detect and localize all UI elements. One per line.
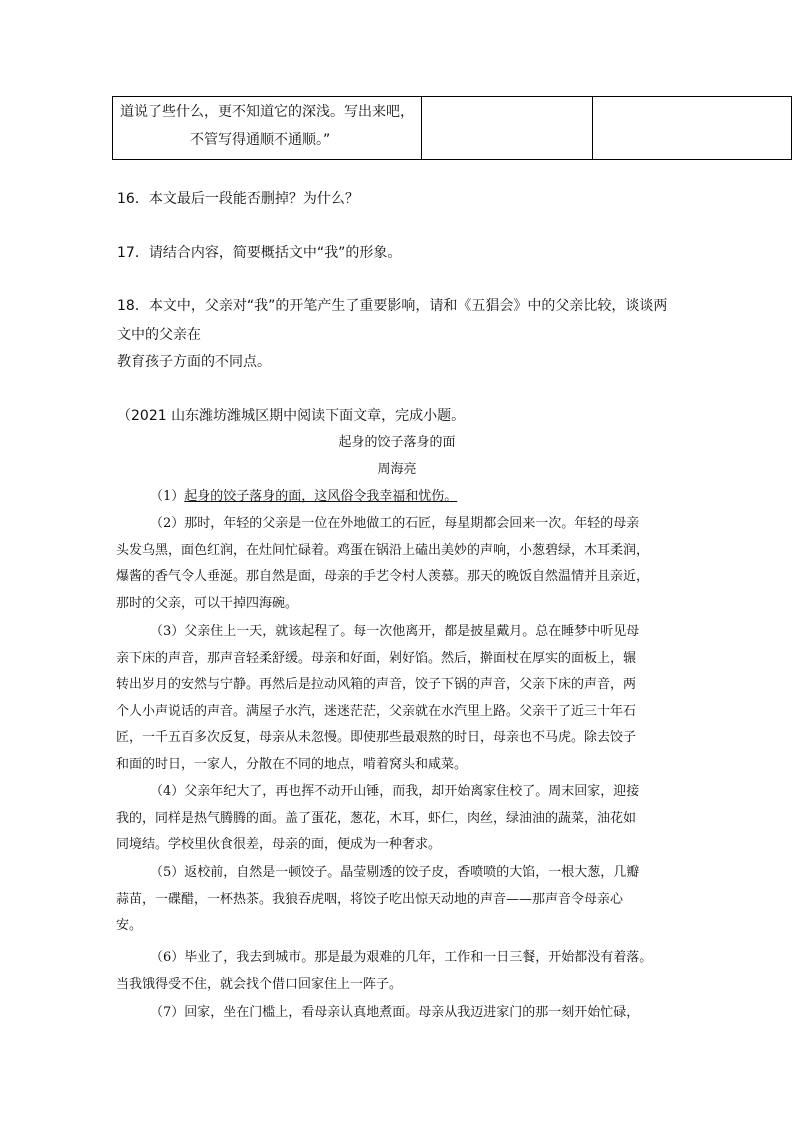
table-cell-empty-2 [593, 97, 791, 159]
paragraph-line: 匠，一千五百多次反复，母亲从未忽慢。即使那些最艰熬的时日，母亲也不马虎。除去饺子 [116, 730, 637, 746]
paragraph-6 [116, 945, 682, 998]
paragraph-line: （7）回家，坐在门槛上，看母亲认真地煮面。母亲从我迈进家门的那一刻开始忙碌， [150, 1005, 640, 1020]
table-cell-quote [113, 97, 422, 159]
paragraph-4 [116, 779, 682, 859]
paragraph-line: （4）父亲年纪大了，再也挥不动开山锤，而我，却开始离家住校了。周末回家，迎接 [150, 784, 640, 799]
question-18-line-1: 18．本文中，父亲对“我”的开笔产生了重要影响，请和《五猖会》中的父亲比较，谈谈两 [117, 298, 668, 314]
paragraph-line: 和面的时日，一家人，分散在不同的地点，啃着窝头和咸菜。 [116, 756, 468, 772]
table-cell-line-2: 不管写得通顺不通顺。” [190, 132, 331, 148]
paragraph-3 [116, 619, 682, 779]
paragraph-line: （2）那时，年轻的父亲是一位在外地做工的石匠，每星期都会回来一次。年轻的母亲 [150, 516, 640, 531]
paragraph-line: （5）返校前，自然是一顿饺子。晶莹剔透的饺子皮，香喷喷的大馅，一根大葱，几瓣 [150, 865, 640, 880]
paragraph-line: （3）父亲住上一天，就该起程了。每一次他离开，都是披星戴月。总在睡梦中听见母 [150, 624, 640, 639]
paragraph-line: 我的，同样是热气腾腾的面。盖了蛋花，葱花，木耳，虾仁，肉丝，绿油油的蔬菜，油花如 [116, 810, 637, 826]
paragraph-1-label: （1） [150, 489, 185, 504]
paragraph-line: 头发乌黑，面色红润，在灶间忙碌着。鸡蛋在锅沿上磕出美妙的声响，小葱碧绿，木耳柔润， [116, 542, 650, 558]
paragraph-line: 亲下床的声音，那声音轻柔舒缓。母亲和好面，剁好馅。然后，擀面杖在厚实的面板上，辗 [116, 650, 637, 666]
question-18-line-2: 文中的父亲在 [117, 327, 201, 343]
paragraph-line: 转出岁月的安然与宁静。再然后是拉动风箱的声音，饺子下锅的声音，父亲下床的声音，两 [116, 677, 637, 693]
paragraph-line: 当我饿得受不住，就会找个借口回家住上一阵子。 [116, 976, 403, 992]
table-cell-empty-1 [422, 97, 593, 159]
paragraph-5 [116, 860, 682, 940]
article-title: 起身的饺子落身的面 [338, 435, 456, 450]
table-cell-line-1: 道说了些什么，更不知道它的深浅。写出来吧， [120, 104, 414, 120]
paragraph-line: （6）毕业了，我去到城市。那是最为艰难的几年，工作和一日三餐，开始都没有着落。 [150, 950, 653, 965]
question-18-line-3: 教育孩子方面的不同点。 [117, 354, 271, 370]
paragraph-line: 安。 [116, 918, 143, 934]
paragraph-line: 那时的父亲，可以干掉四海碗。 [116, 595, 299, 611]
paragraph-7 [116, 1000, 682, 1027]
paragraph-line: 同境结。学校里伙食很差，母亲的面，便成为一种奢求。 [116, 837, 442, 853]
paragraph-1-underlined-text: 起身的饺子落身的面，这风俗令我幸福和忧伤。 [184, 489, 458, 504]
reading-source-note: （2021 山东潍坊潍城区期中阅读下面文章，完成小题。 [117, 408, 466, 424]
paragraph-line: 爆酱的香气令人垂涎。那自然是面，母亲的手艺令村人羡慕。那天的晚饭自然温情并且亲近， [116, 569, 650, 585]
article-author: 周海亮 [377, 462, 417, 477]
paragraph-1 [116, 484, 682, 511]
question-17: 17．请结合内容，简要概括文中“我”的形象。 [117, 245, 402, 261]
question-16: 16．本文最后一段能否删掉？为什么？ [117, 191, 359, 207]
paragraph-line: 个人小声说话的声音。满屋子水汽，迷迷茫茫，父亲就在水汽里上路。父亲干了近三十年石 [116, 703, 637, 719]
paragraph-2 [116, 511, 682, 617]
answer-table-fragment [112, 96, 792, 160]
paragraph-line: 蒜苗，一碟醋，一杯热茶。我狼吞虎咽，将饺子吃出惊天动地的声音——那声音令母亲心 [116, 891, 624, 907]
